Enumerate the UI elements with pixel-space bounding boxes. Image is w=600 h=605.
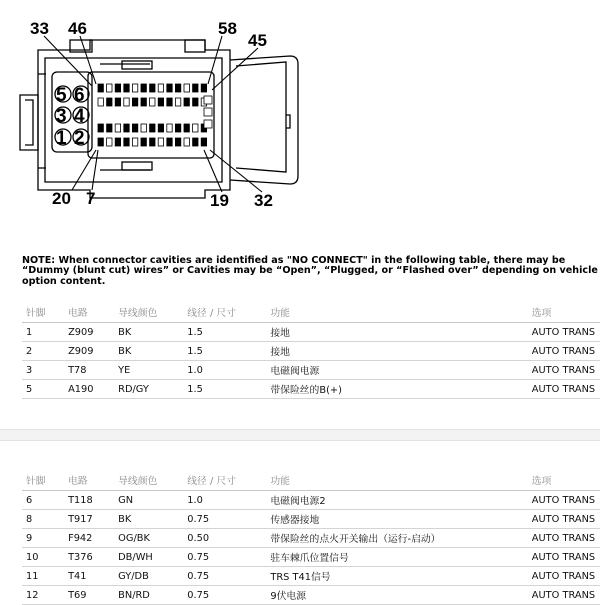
cell-gauge: 1.0 [183,361,266,380]
cell-option: AUTO TRANS [528,342,600,361]
cavity-2: 2 [74,128,85,149]
table-row [22,342,600,361]
cell-circuit: Z909 [64,323,114,342]
header-circuit: 电路 [64,469,114,491]
header-option: 选项 [528,301,600,323]
cell-pin: 2 [22,342,64,361]
small-cavity [167,98,172,106]
cell-function: 传感器接地 [266,510,527,529]
cell-circuit: T69 [64,586,114,605]
cell-gauge: 0.75 [183,567,266,586]
small-cavity [158,124,163,132]
small-cavity [201,138,206,146]
header-circuit: 电路 [64,301,114,323]
small-cavity [98,138,103,146]
cell-function: 接地 [266,342,527,361]
small-cavity [167,124,172,132]
small-cavity [184,138,189,146]
callout-32: 32 [254,191,273,210]
small-cavity [167,84,172,92]
small-cavity [193,138,198,146]
cell-function: TRS T41信号 [266,567,527,586]
cell-circuit: T41 [64,567,114,586]
cell-pin: 12 [22,586,64,605]
note-line-1: NOTE: When connector cavities are identified as "NO CONNECT" in the following table, there may be [22,255,566,266]
cell-pin: 5 [22,380,64,399]
small-cavity [193,98,198,106]
cavity-3: 3 [56,106,67,127]
header-option: 选项 [528,469,600,491]
small-cavity [124,138,129,146]
table-row [22,361,600,380]
pinout-table-2 [22,469,600,605]
cell-gauge: 0.75 [183,586,266,605]
small-cavity [107,98,112,106]
callout-33: 33 [30,19,49,38]
cavity-6: 6 [74,85,85,106]
cell-gauge: 0.75 [183,548,266,567]
cavity-4: 4 [74,106,85,127]
small-cavity [124,84,129,92]
cell-wire-color: GY/DB [114,567,183,586]
small-cavity [115,84,120,92]
small-cavity [141,84,146,92]
header-pin: 针脚 [22,301,64,323]
table-row [22,529,600,548]
cell-wire-color: YE [114,361,183,380]
cell-wire-color: GN [114,491,183,510]
cell-option: AUTO TRANS [528,361,600,380]
cell-pin: 8 [22,510,64,529]
small-cavity [204,108,212,116]
header-gauge: 线径 / 尺寸 [183,301,266,323]
connector-note [22,256,600,287]
small-cavity [158,138,163,146]
table-header-row [22,301,600,323]
cell-option: AUTO TRANS [528,586,600,605]
small-cavity [158,84,163,92]
small-cavity [132,138,137,146]
cell-wire-color: BK [114,323,183,342]
small-cavity [124,124,129,132]
cell-option: AUTO TRANS [528,529,600,548]
cell-wire-color: BK [114,342,183,361]
small-cavity [124,98,129,106]
header-wire-color: 导线颜色 [114,301,183,323]
note-line-2: “Dummy (blunt cut) wires” or Cavities may be “Open”, “Plugged, or “Flashed over” depending on vehicle [22,265,598,277]
small-cavity [175,124,180,132]
small-cavity [175,138,180,146]
small-cavity [193,84,198,92]
cell-gauge: 1.5 [183,380,266,399]
cell-option: AUTO TRANS [528,323,600,342]
small-cavity [98,84,103,92]
small-cavity [98,98,103,106]
small-cavity [98,124,103,132]
connector-diagram [0,0,600,215]
small-cavity [184,98,189,106]
small-cavity [107,138,112,146]
cell-option: AUTO TRANS [528,491,600,510]
table-row [22,323,600,342]
cell-function: 电磁阀电源 [266,361,527,380]
cell-gauge: 1.0 [183,491,266,510]
small-cavity [193,124,198,132]
cell-circuit: T376 [64,548,114,567]
cavity-5: 5 [56,85,67,106]
small-cavity [175,84,180,92]
header-wire-color: 导线颜色 [114,469,183,491]
cell-pin: 6 [22,491,64,510]
cell-circuit: F942 [64,529,114,548]
header-pin: 针脚 [22,469,64,491]
cell-gauge: 0.75 [183,510,266,529]
cell-function: 接地 [266,323,527,342]
table-row [22,491,600,510]
small-cavity [184,84,189,92]
small-cavity [115,124,120,132]
small-cavity [150,98,155,106]
cell-pin: 10 [22,548,64,567]
cell-circuit: A190 [64,380,114,399]
cell-wire-color: DB/WH [114,548,183,567]
cell-function: 驻车棘爪位置信号 [266,548,527,567]
note-line-3: option content. [22,275,106,287]
small-cavity [115,98,120,106]
table-row [22,510,600,529]
small-cavity [201,84,206,92]
cell-circuit: T118 [64,491,114,510]
cell-wire-color: BN/RD [114,586,183,605]
table-header-row [22,469,600,491]
cell-wire-color: BK [114,510,183,529]
cell-function: 带保险丝的点火开关输出（运行-启动） [266,529,527,548]
small-cavity [150,138,155,146]
small-cavity [204,96,212,104]
small-cavity [150,84,155,92]
table-row [22,567,600,586]
callout-7: 7 [86,189,96,208]
small-cavity [132,84,137,92]
cell-circuit: T78 [64,361,114,380]
cell-option: AUTO TRANS [528,548,600,567]
cell-function: 9伏电源 [266,586,527,605]
cell-circuit: Z909 [64,342,114,361]
table-row [22,548,600,567]
small-cavity [107,84,112,92]
small-cavity [150,124,155,132]
cell-circuit: T917 [64,510,114,529]
cell-wire-color: RD/GY [114,380,183,399]
small-cavity [115,138,120,146]
table-row [22,586,600,605]
cell-option: AUTO TRANS [528,510,600,529]
callout-58: 58 [218,19,237,38]
section-divider [0,429,600,441]
table-row [22,380,600,399]
cell-option: AUTO TRANS [528,380,600,399]
cell-function: 电磁阀电源2 [266,491,527,510]
callout-19: 19 [210,191,229,210]
small-cavity [132,98,137,106]
small-cavity [167,138,172,146]
header-function: 功能 [266,301,527,323]
small-cavity [141,138,146,146]
small-cavity-grid [98,84,212,146]
small-cavity [204,120,212,128]
cell-pin: 3 [22,361,64,380]
callout-20: 20 [52,189,71,208]
small-cavity [107,124,112,132]
small-cavity [141,124,146,132]
cell-pin: 9 [22,529,64,548]
header-gauge: 线径 / 尺寸 [183,469,266,491]
cavity-1: 1 [56,128,67,149]
header-function: 功能 [266,469,527,491]
cell-gauge: 1.5 [183,323,266,342]
small-cavity [175,98,180,106]
small-cavity [141,98,146,106]
small-cavity [184,124,189,132]
cell-function: 带保险丝的B(+) [266,380,527,399]
callout-46: 46 [68,19,87,38]
cell-pin: 11 [22,567,64,586]
cell-wire-color: OG/BK [114,529,183,548]
cell-option: AUTO TRANS [528,567,600,586]
small-cavity [158,98,163,106]
small-cavity [132,124,137,132]
pinout-table-1 [22,301,600,399]
cell-gauge: 1.5 [183,342,266,361]
cell-gauge: 0.50 [183,529,266,548]
callout-45: 45 [248,31,267,50]
cell-pin: 1 [22,323,64,342]
